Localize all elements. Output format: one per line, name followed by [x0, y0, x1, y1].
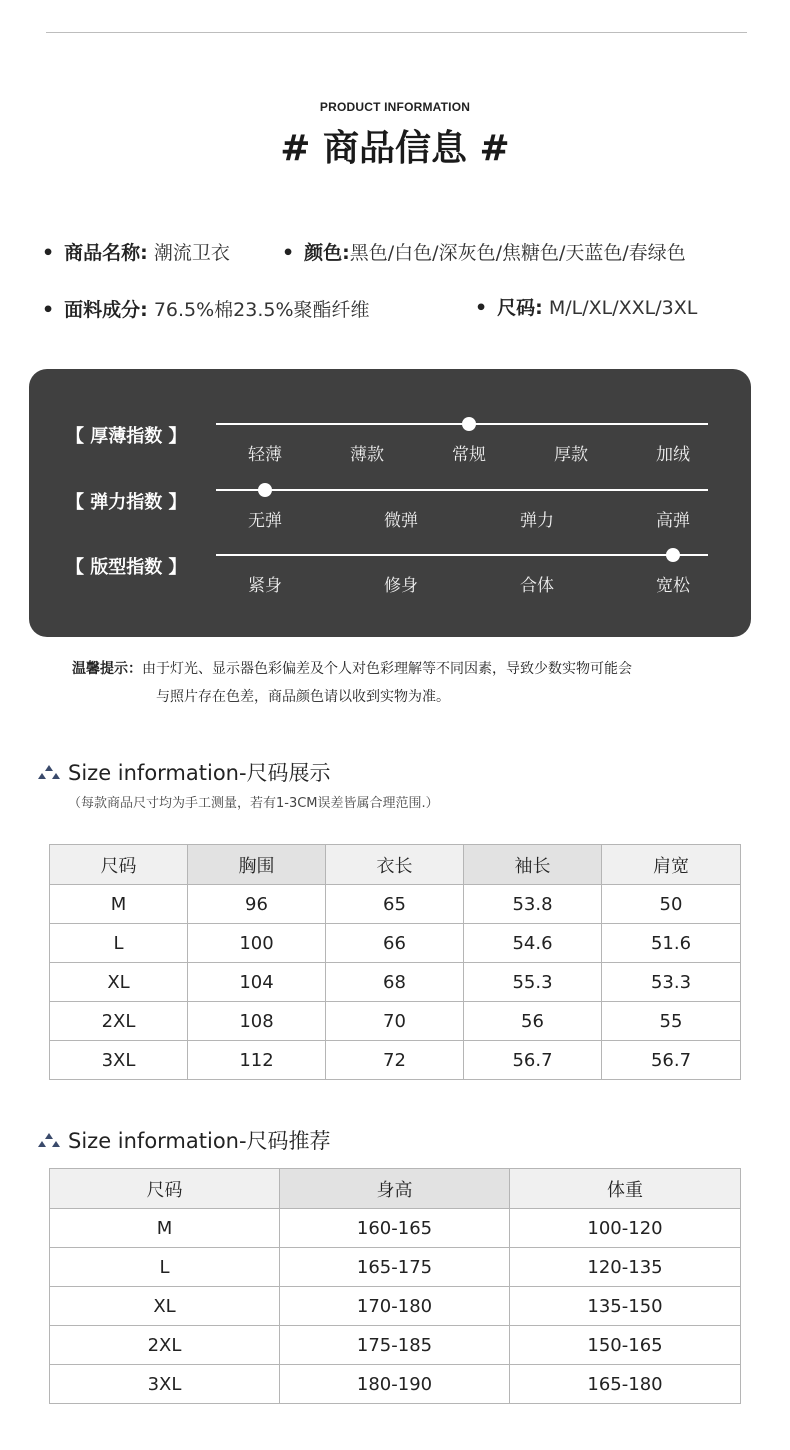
table-header-cell: 袖长	[464, 845, 602, 885]
table-header-cell: 胸围	[188, 845, 326, 885]
table-header-cell: 身高	[280, 1169, 510, 1209]
table-cell: 100	[188, 924, 326, 963]
table-cell: 100-120	[510, 1209, 741, 1248]
index-tick: 厚款	[554, 445, 588, 465]
page-title: # 商品信息 #	[280, 128, 510, 169]
index-tick: 薄款	[350, 445, 384, 465]
table-header-cell: 尺码	[50, 845, 188, 885]
table-cell: XL	[50, 963, 188, 1002]
bullet: •	[42, 242, 55, 264]
info-name-value: 潮流卫衣	[153, 242, 230, 264]
table-row	[50, 1287, 741, 1326]
notice-line2: 与照片存在色差，商品颜色请以收到实物为准。	[156, 689, 450, 705]
index-track	[216, 554, 708, 556]
table-cell: XL	[50, 1287, 280, 1326]
table-cell: 175-185	[280, 1326, 510, 1365]
index-tick: 加绒	[656, 445, 690, 465]
index-tick: 高弹	[656, 511, 690, 531]
table-header-row	[50, 845, 741, 885]
index-label: 【 厚薄指数 】	[66, 426, 187, 447]
table-cell: 104	[188, 963, 326, 1002]
cluster-icon	[38, 1132, 60, 1150]
info-fabric-label: 面料成分:	[64, 299, 148, 321]
info-name	[42, 238, 230, 265]
table-cell: 53.8	[464, 885, 602, 924]
table-header-cell: 肩宽	[602, 845, 741, 885]
table-cell: 170-180	[280, 1287, 510, 1326]
table-cell: 120-135	[510, 1248, 741, 1287]
table-cell: 70	[326, 1002, 464, 1041]
table-cell: 72	[326, 1041, 464, 1080]
table-cell: 68	[326, 963, 464, 1002]
table-row	[50, 1365, 741, 1404]
size-recommend-table	[49, 1168, 741, 1404]
index-tick: 紧身	[248, 576, 282, 596]
size-recommend-heading	[38, 1125, 331, 1155]
table-header-cell: 体重	[510, 1169, 741, 1209]
table-row	[50, 1209, 741, 1248]
table-cell: 56.7	[602, 1041, 741, 1080]
table-cell: L	[50, 1248, 280, 1287]
table-cell: 96	[188, 885, 326, 924]
index-tick: 合体	[520, 576, 554, 596]
table-cell: 135-150	[510, 1287, 741, 1326]
size-display-heading	[38, 757, 331, 787]
table-cell: 160-165	[280, 1209, 510, 1248]
info-size-label: 尺码:	[497, 297, 543, 319]
info-fabric-value: 76.5%棉23.5%聚酯纤维	[153, 299, 370, 321]
table-cell: 2XL	[50, 1326, 280, 1365]
size-display-title: Size information-尺码展示	[68, 761, 331, 785]
table-row	[50, 1248, 741, 1287]
table-cell: 65	[326, 885, 464, 924]
size-display-note: （每款商品尺寸均为手工测量，若有1-3CM误差皆属合理范围.）	[68, 796, 439, 811]
bullet: •	[42, 299, 55, 321]
table-cell: 55.3	[464, 963, 602, 1002]
page-subtitle: PRODUCT INFORMATION	[319, 100, 471, 114]
table-cell: 54.6	[464, 924, 602, 963]
table-cell: L	[50, 924, 188, 963]
index-track	[216, 489, 708, 491]
info-size-value: M/L/XL/XXL/3XL	[548, 297, 698, 319]
table-header-cell: 尺码	[50, 1169, 280, 1209]
index-tick: 微弹	[384, 511, 418, 531]
bullet: •	[282, 242, 295, 264]
table-row	[50, 1002, 741, 1041]
table-cell: 56.7	[464, 1041, 602, 1080]
index-tick: 修身	[384, 576, 418, 596]
notice-head: 温馨提示：	[72, 661, 142, 677]
table-cell: M	[50, 885, 188, 924]
bullet: •	[475, 297, 488, 319]
table-cell: 108	[188, 1002, 326, 1041]
table-row	[50, 924, 741, 963]
table-row	[50, 1326, 741, 1365]
table-cell: 53.3	[602, 963, 741, 1002]
table-header-cell: 衣长	[326, 845, 464, 885]
table-cell: 180-190	[280, 1365, 510, 1404]
cluster-icon	[38, 764, 60, 782]
index-marker	[462, 417, 476, 431]
table-cell: 55	[602, 1002, 741, 1041]
index-label: 【 版型指数 】	[66, 557, 187, 578]
table-header-row	[50, 1169, 741, 1209]
size-recommend-title: Size information-尺码推荐	[68, 1129, 331, 1153]
table-row	[50, 1041, 741, 1080]
info-fabric	[42, 295, 370, 322]
info-color-value: 黑色/白色/深灰色/焦糖色/天蓝色/春绿色	[349, 242, 686, 264]
info-size	[475, 293, 697, 320]
table-cell: 66	[326, 924, 464, 963]
table-cell: 56	[464, 1002, 602, 1041]
size-display-table	[49, 844, 741, 1080]
table-cell: 51.6	[602, 924, 741, 963]
table-cell: 165-180	[510, 1365, 741, 1404]
index-marker	[258, 483, 272, 497]
table-cell: 3XL	[50, 1365, 280, 1404]
index-tick: 轻薄	[248, 445, 282, 465]
table-cell: 165-175	[280, 1248, 510, 1287]
index-tick: 宽松	[656, 576, 690, 596]
table-cell: 150-165	[510, 1326, 741, 1365]
info-color-label: 颜色:	[304, 242, 350, 264]
index-tick: 常规	[452, 445, 486, 465]
table-row	[50, 963, 741, 1002]
table-cell: 3XL	[50, 1041, 188, 1080]
notice	[72, 655, 632, 711]
info-color	[282, 238, 686, 265]
top-divider	[46, 32, 747, 33]
index-marker	[666, 548, 680, 562]
index-tick: 弹力	[520, 511, 554, 531]
index-tick: 无弹	[248, 511, 282, 531]
table-cell: M	[50, 1209, 280, 1248]
table-cell: 112	[188, 1041, 326, 1080]
table-row	[50, 885, 741, 924]
index-label: 【 弹力指数 】	[66, 492, 187, 513]
table-cell: 50	[602, 885, 741, 924]
info-name-label: 商品名称:	[64, 242, 148, 264]
notice-line1: 由于灯光、显示器色彩偏差及个人对色彩理解等不同因素，导致少数实物可能会	[142, 661, 632, 677]
table-cell: 2XL	[50, 1002, 188, 1041]
